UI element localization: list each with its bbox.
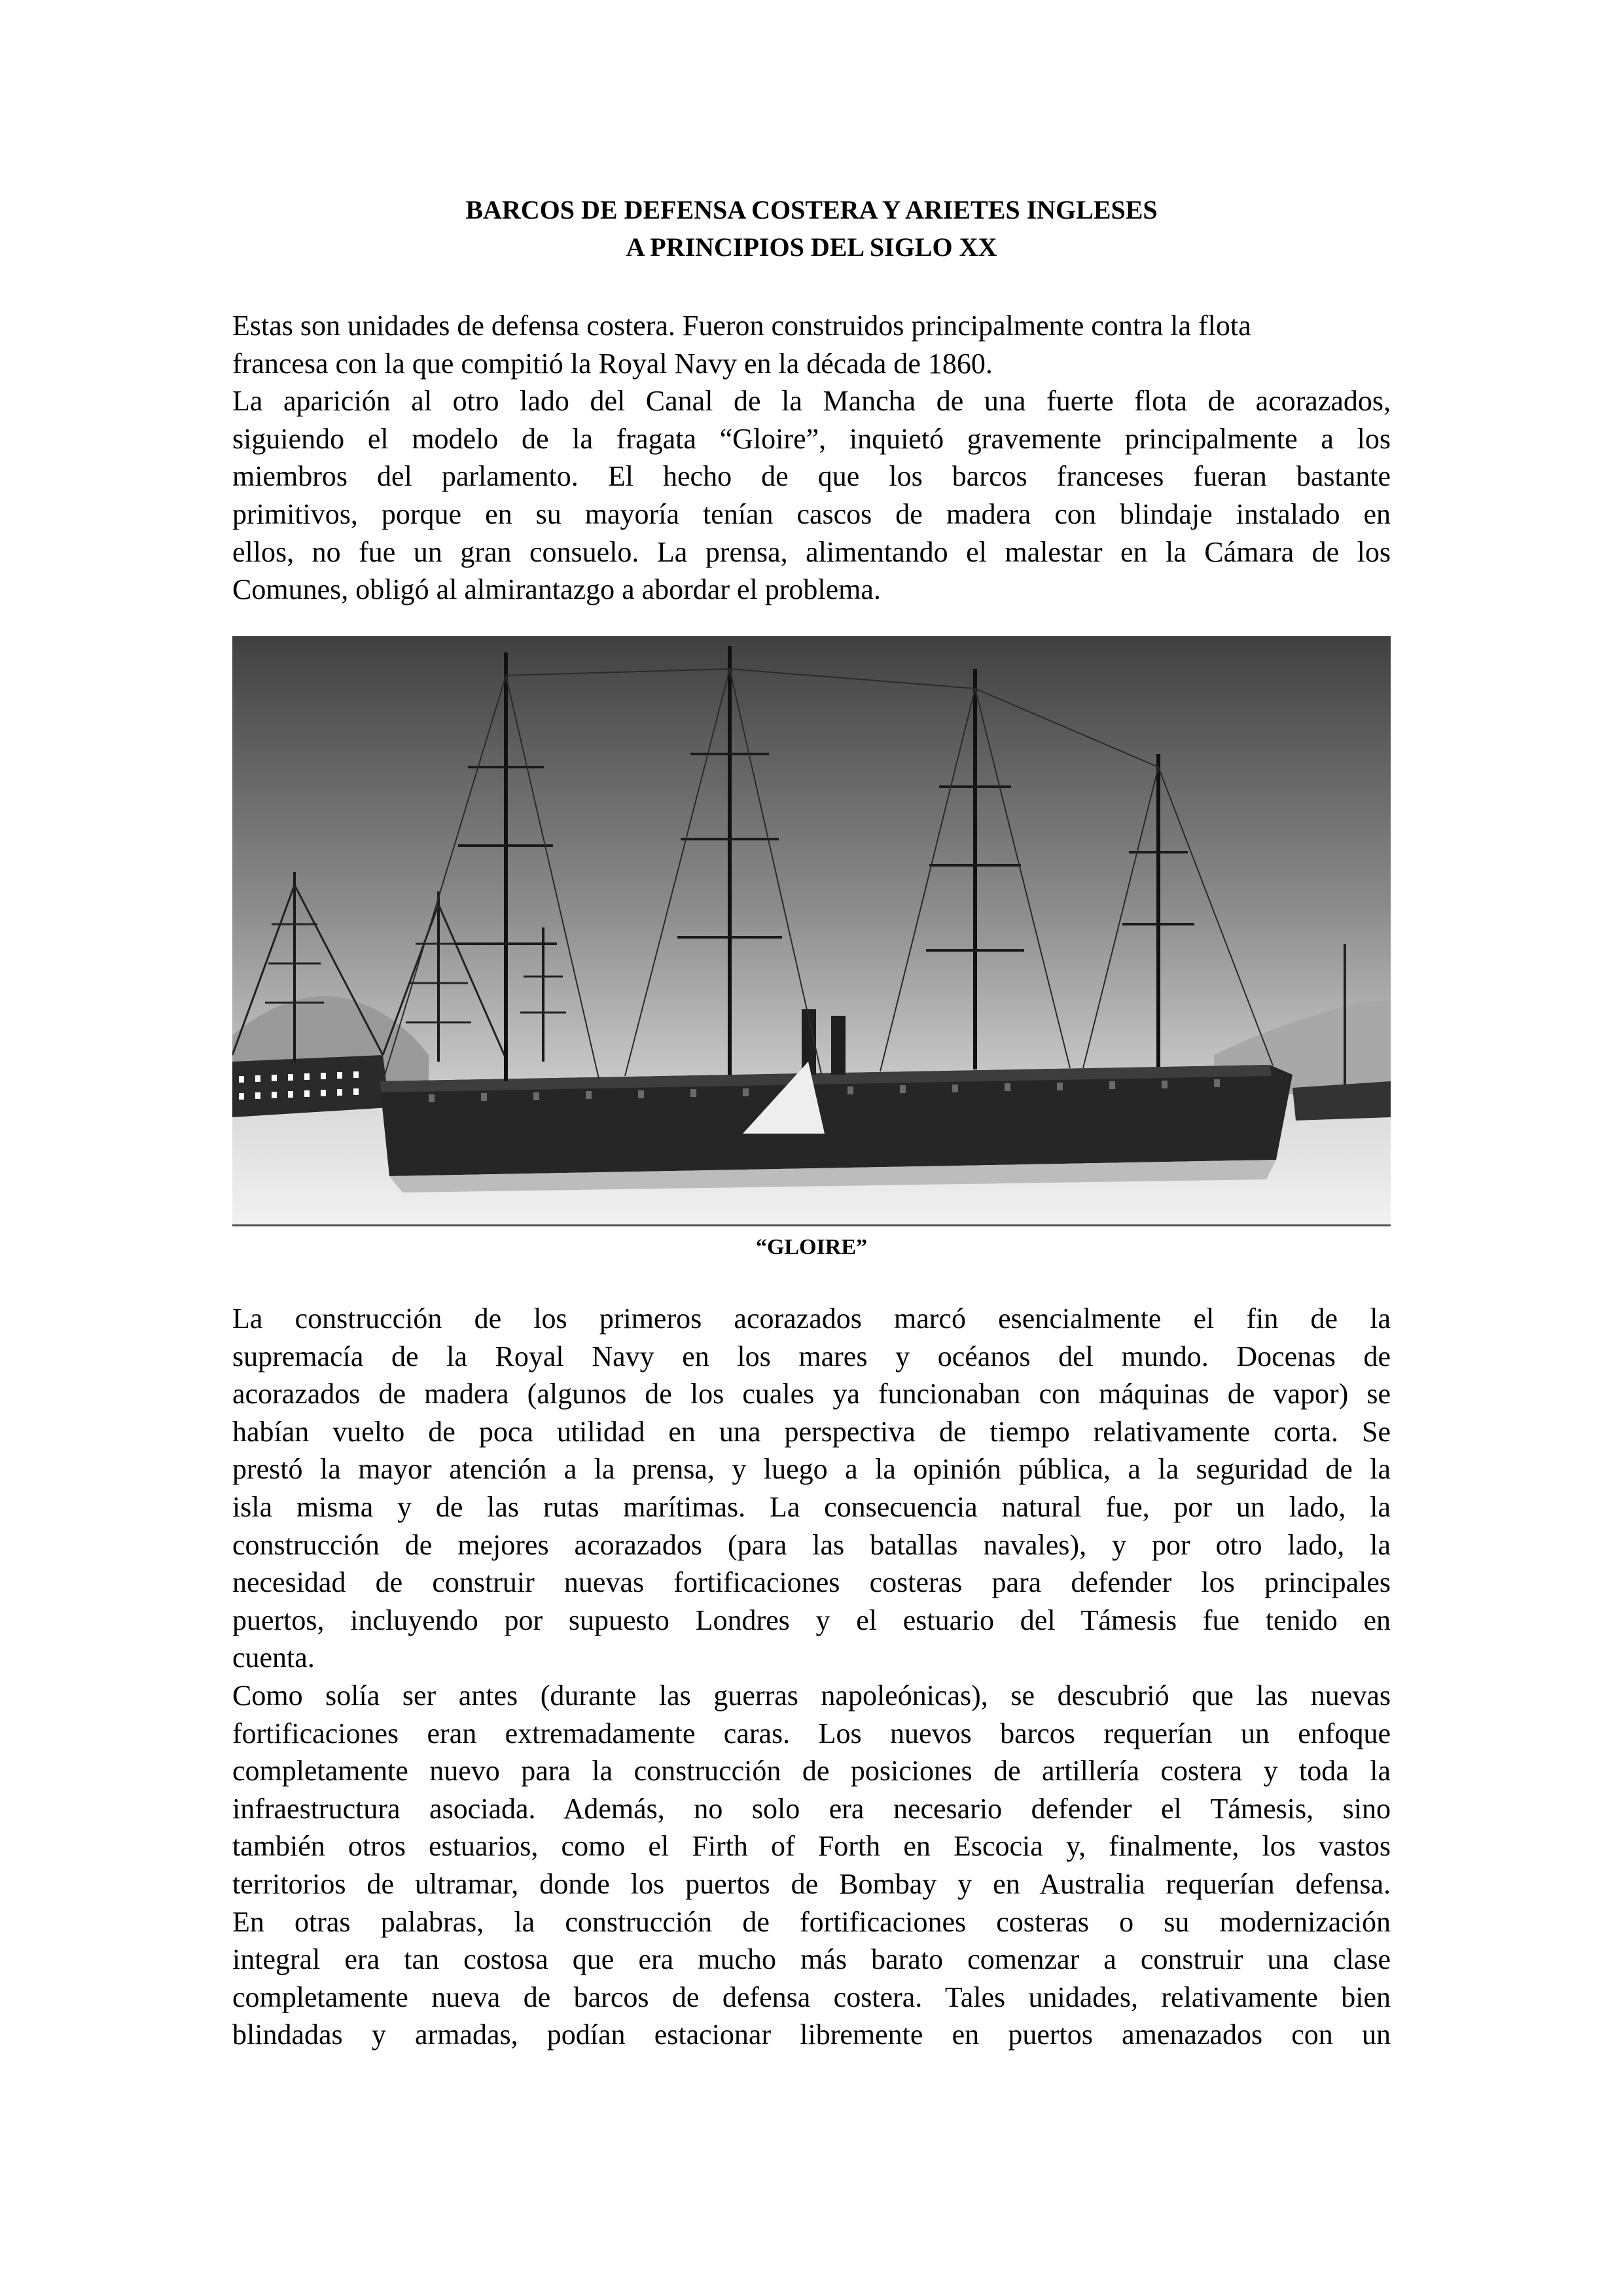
text-line: territorios de ultramar, donde los puertos de Bombay y en Australia requerían defensa. xyxy=(232,1867,1391,1900)
document-title-line-2: A PRINCIPIOS DEL SIGLO XX xyxy=(626,232,997,262)
text-line: miembros del parlamento. El hecho de que los barcos franceses fueran bastante xyxy=(232,460,1391,493)
text-line: acorazados de madera (algunos de los cuales ya funcionaban con máquinas de vapor) se xyxy=(232,1378,1391,1410)
text-line: En otras palabras, la construcción de fortificaciones costeras o su modernización xyxy=(232,1905,1391,1938)
text-line: integral era tan costosa que era mucho más barato comenzar a construir una clase xyxy=(232,1943,1391,1976)
text-line: también otros estuarios, como el Firth of Forth en Escocia y, finalmente, los vastos xyxy=(232,1830,1391,1863)
gloire-ship-photo xyxy=(232,636,1391,1227)
text-line: habían vuelto de poca utilidad en una perspectiva de tiempo relativamente corta. Se xyxy=(232,1415,1391,1448)
text-line: Estas son unidades de defensa costera. Fueron construidos principalmente contra la flota xyxy=(232,310,1251,342)
text-line: prestó la mayor atención a la prensa, y luego a la opinión pública, a la seguridad de la xyxy=(232,1453,1391,1486)
text-line: necesidad de construir nuevas fortificaciones costeras para defender los principales xyxy=(232,1566,1391,1599)
text-line: francesa con la que compitió la Royal Navy en la década de 1860. xyxy=(232,347,993,380)
text-line: supremacía de la Royal Navy en los mares y océanos del mundo. Docenas de xyxy=(232,1340,1391,1372)
text-line: Comunes, obligó al almirantazgo a abordar el problema. xyxy=(232,573,881,606)
text-line: Como solía ser antes (durante las guerras napoleónicas), se descubrió que las nuevas xyxy=(232,1679,1391,1712)
text-line: puertos, incluyendo por supuesto Londres y el estuario del Támesis fue tenido en xyxy=(232,1604,1391,1636)
text-line: ellos, no fue un gran consuelo. La prensa, alimentando el malestar en la Cámara de los xyxy=(232,535,1391,568)
text-line: fortificaciones eran extremadamente caras. Los nuevos barcos requerían un enfoque xyxy=(232,1717,1391,1749)
intro-paragraph xyxy=(232,307,1391,609)
text-line: siguiendo el modelo de la fragata “Gloire”, inquietó gravemente principalmente a los xyxy=(232,422,1391,455)
body-paragraph xyxy=(232,1300,1391,2054)
document-title-line-1: BARCOS DE DEFENSA COSTERA Y ARIETES INGLESES xyxy=(465,195,1158,224)
photo-caption: “GLOIRE” xyxy=(755,1235,868,1259)
text-line: La aparición al otro lado del Canal de la Mancha de una fuerte flota de acorazados, xyxy=(232,385,1391,418)
text-line: infraestructura asociada. Además, no solo era necesario defender el Támesis, sino xyxy=(232,1792,1391,1825)
text-line: completamente nuevo para la construcción de posiciones de artillería costera y toda la xyxy=(232,1755,1391,1787)
text-line: blindadas y armadas, podían estacionar libremente en puertos amenazados con un xyxy=(232,2018,1391,2051)
text-line: cuenta. xyxy=(232,1641,315,1674)
text-line: La construcción de los primeros acorazados marcó esencialmente el fin de la xyxy=(232,1302,1391,1335)
text-line: completamente nueva de barcos de defensa costera. Tales unidades, relativamente bien xyxy=(232,1981,1391,2013)
text-line: isla misma y de las rutas marítimas. La consecuencia natural fue, por un lado, la xyxy=(232,1490,1391,1523)
text-line: primitivos, porque en su mayoría tenían cascos de madera con blindaje instalado en xyxy=(232,497,1391,530)
text-line: construcción de mejores acorazados (para las batallas navales), y por otro lado, la xyxy=(232,1528,1391,1561)
